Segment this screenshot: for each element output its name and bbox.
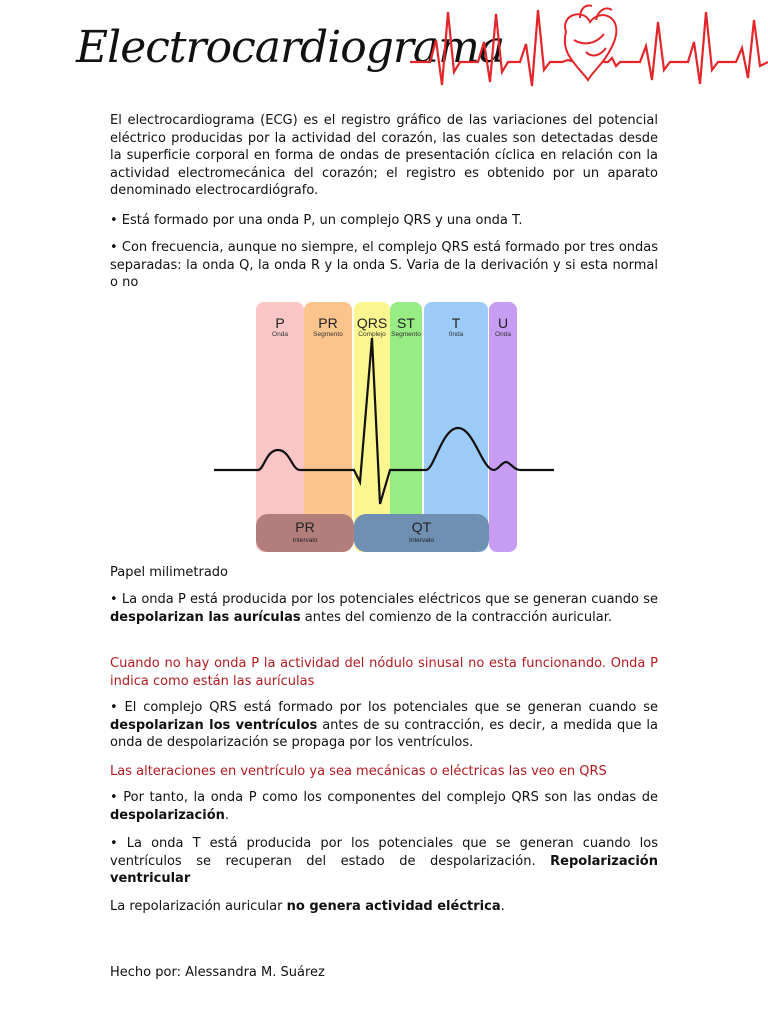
interval-sublabel: Intervalo xyxy=(409,537,434,544)
repol-text: La repolarización auricular xyxy=(110,899,287,914)
page-title: Electrocardiograma xyxy=(76,22,505,73)
segment-label: U xyxy=(497,315,509,331)
intro-paragraph: El electrocardiograma (ECG) es el registro gráfico de las variaciones del potencial eléctrico producidas por la actividad del corazón, las cuales son detectadas desde la superficie corporal en forma de ondas de presentación cíclica en relación con la actividad electromecánica del corazón; el registro es obtenido por un aparato denominado electrocardiógrafo. xyxy=(110,113,658,198)
segment-label: ST xyxy=(397,315,415,331)
papel-label: Papel milimetrado xyxy=(110,565,228,580)
t-wave-bold: Repolarización ventricular xyxy=(110,853,658,886)
qrs-bold: despolarizan los ventrículos xyxy=(110,717,318,733)
ecg-wave-diagram xyxy=(212,298,556,554)
p-wave-bold: despolarizan las aurículas xyxy=(110,609,301,625)
segment-sublabel: Segmento xyxy=(391,331,421,338)
p-wave-paragraph xyxy=(110,591,658,626)
bullet-ecg-components: • Está formado por una onda P, un complejo QRS y una onda T. xyxy=(110,213,523,228)
p-wave-text: • La onda P está producida por los potenciales eléctricos que se generan cuando se xyxy=(110,592,658,607)
segment-label: P xyxy=(275,315,285,331)
atrial-repolarization-paragraph xyxy=(110,898,658,916)
repol-text-end: . xyxy=(500,899,505,914)
ecg-heart-decoration xyxy=(0,0,768,100)
segment-sublabel: Onda xyxy=(272,331,288,338)
depol-text: • Por tanto, la onda P como los componentes del complejo QRS son las ondas de xyxy=(110,790,658,805)
depolarization-paragraph xyxy=(110,789,658,824)
segment-sublabel: Segmento xyxy=(313,331,343,338)
segment-band xyxy=(489,302,517,552)
repol-bold: no genera actividad eléctrica xyxy=(286,899,501,914)
segment-sublabel: Complejo xyxy=(358,331,386,338)
p-wave-text-end: antes del comienzo de la contracción auricular. xyxy=(300,609,612,625)
interval-label: QT xyxy=(411,519,432,535)
red-note-ventricle: Las alteraciones en ventrículo ya sea mecánicas o eléctricas las veo en QRS xyxy=(110,764,607,779)
t-wave-paragraph xyxy=(110,835,658,888)
red-note-sinus: Cuando no hay onda P la actividad del nódulo sinusal no esta funcionando. Onda P indica como están las aurículas xyxy=(110,656,658,689)
depol-bold: despolarización xyxy=(110,807,225,823)
segment-sublabel: 0nda xyxy=(448,331,464,338)
heart-icon xyxy=(565,6,617,81)
qrs-text-end: antes de su contracción, es decir, a medida que la onda de despolarización se propaga por los ventrículos. xyxy=(110,717,658,750)
t-wave-text: • La onda T está producida por los potenciales que se generan cuando los ventrículos se recuperan del estado de despolarización. xyxy=(110,836,658,869)
segment-label: PR xyxy=(318,315,338,331)
interval-sublabel: Intervalo xyxy=(292,537,318,544)
segment-label: QRS xyxy=(356,315,388,331)
bullet-qrs-waves: • Con frecuencia, aunque no siempre, el complejo QRS está formado por tres ondas separadas: la onda Q, la onda R y la onda S. Varia de la derivación y si esta normal o no xyxy=(110,240,658,290)
qrs-text: • El complejo QRS está formado por los potenciales que se generan cuando se xyxy=(110,700,658,715)
depol-text-end: . xyxy=(224,807,230,823)
segment-sublabel: Onda xyxy=(495,331,511,338)
segment-label: T xyxy=(451,315,461,331)
interval-pr xyxy=(256,514,354,552)
interval-qt xyxy=(354,514,489,552)
author-footer: Hecho por: Alessandra M. Suárez xyxy=(110,965,325,980)
qrs-paragraph xyxy=(110,699,658,752)
segment-u xyxy=(489,302,517,552)
interval-label: PR xyxy=(295,519,315,535)
